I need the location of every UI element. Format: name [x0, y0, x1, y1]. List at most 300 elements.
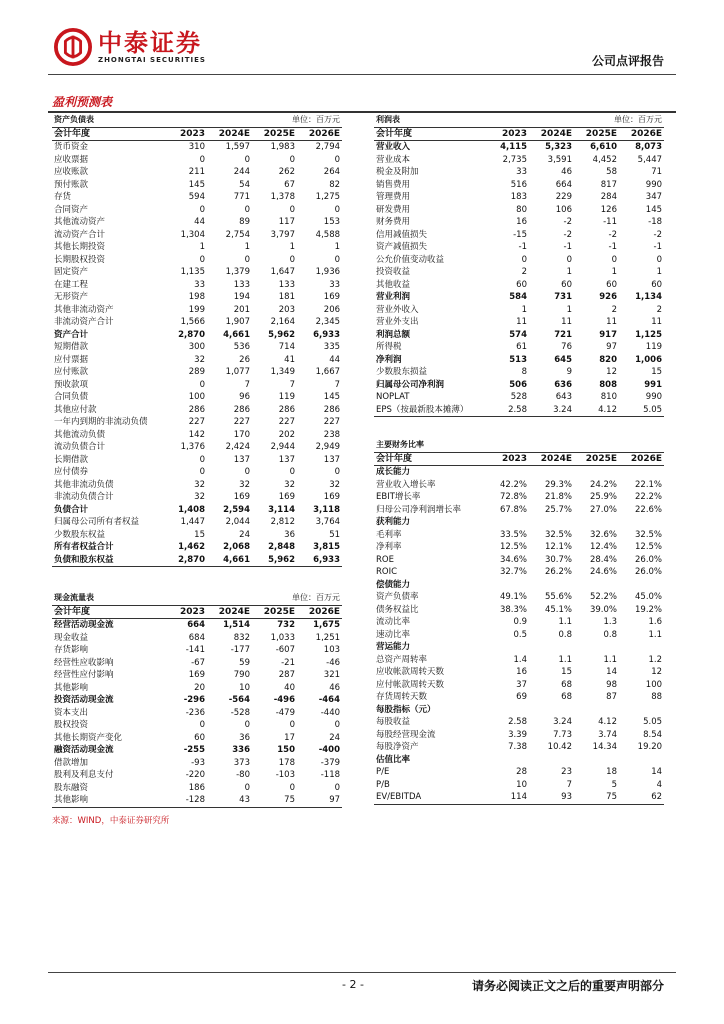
cell-value: 153 [323, 217, 341, 227]
cell-value: 3.24 [553, 717, 572, 727]
table-row [52, 504, 342, 517]
cell-value: 0 [244, 154, 250, 165]
cell-value: 52.2% [589, 592, 617, 602]
table-row [374, 666, 664, 679]
row-label: 营业收入 [376, 142, 411, 152]
cell-value: 790 [233, 670, 250, 680]
row-label: 经营性应收影响 [54, 657, 114, 668]
cell-value: 0 [244, 204, 250, 215]
row-label: 利润总额 [376, 329, 411, 340]
column-header-year: 2026E [297, 605, 342, 619]
table-row [374, 191, 664, 204]
cell-value: 68 [561, 692, 572, 702]
cell-value: 40 [284, 682, 295, 693]
cell-value: 286 [233, 404, 250, 415]
cell-value: 714 [278, 342, 295, 352]
cell-value: 36 [284, 529, 295, 540]
cell-value: 12.5% [499, 542, 527, 552]
row-label: 总资产周转率 [376, 654, 428, 665]
cell-value: 5.05 [619, 404, 664, 417]
table-row [374, 141, 664, 154]
table-row [374, 316, 664, 329]
table-row [374, 554, 664, 567]
cell-value: -607 [275, 645, 295, 655]
cell-value: 80 [516, 204, 527, 215]
table-row [52, 366, 342, 379]
source-note: 来源：WIND，中泰证券研究所 [52, 816, 170, 826]
cell-value: -15 [513, 229, 527, 240]
cell-value: 14.34 [592, 742, 617, 752]
cell-value: 12.1% [544, 542, 572, 552]
table-unit: 单位：百万元 [207, 592, 342, 605]
table-row [374, 766, 664, 779]
cell-value: 25.9% [589, 492, 617, 502]
cell-value: 2,848 [268, 542, 295, 552]
table-row [52, 516, 342, 529]
cell-value: 33 [516, 167, 527, 177]
column-header-year: 2025E [252, 127, 297, 141]
cell-value: 808 [599, 379, 617, 390]
cell-value: 23 [561, 767, 572, 777]
cell-value: -118 [320, 770, 341, 780]
cell-value: 1,907 [225, 317, 250, 327]
cell-value: 2 [521, 267, 527, 277]
cell-value: 202 [278, 429, 295, 440]
table-row [374, 179, 664, 192]
cell-value: 2 [611, 304, 617, 315]
cell-value [574, 704, 619, 717]
cell-value: 1,514 [223, 620, 250, 630]
cell-value: 336 [232, 745, 250, 755]
table-row [374, 154, 664, 167]
table-row [52, 179, 342, 192]
cell-value [484, 704, 529, 717]
table-row [52, 454, 342, 467]
table-row [374, 516, 664, 529]
cell-value: 72.8% [499, 492, 527, 502]
table-row [374, 791, 664, 804]
cell-value: 3,797 [270, 229, 295, 240]
cell-value: 286 [323, 404, 341, 415]
cell-value: -2 [563, 217, 572, 227]
cell-value: 60 [606, 279, 617, 290]
column-header-year: 2026E [297, 127, 342, 141]
cell-value: 119 [645, 342, 663, 352]
row-label: 投资收益 [376, 267, 411, 277]
table-row [52, 694, 342, 707]
cell-value: -496 [273, 695, 295, 705]
cell-value: 1 [656, 267, 663, 277]
table-row [52, 794, 342, 807]
cell-value: -141 [185, 645, 205, 655]
table-title: 资产负债表 [52, 114, 207, 127]
cell-value: 41 [284, 354, 295, 365]
cell-value: 88 [651, 692, 663, 702]
row-label: 股权投资 [54, 720, 89, 730]
cell-value: 2,424 [225, 442, 250, 452]
table-row [52, 254, 342, 267]
cell-value: -2 [608, 229, 617, 240]
cell-value: 1.4 [513, 654, 527, 665]
cell-value: 574 [509, 329, 527, 340]
cell-value: 1,447 [180, 517, 205, 527]
table-row [374, 266, 664, 279]
row-label: 应收票据 [54, 154, 89, 165]
table-row [374, 166, 664, 179]
row-label: 营业外收入 [376, 304, 419, 315]
row-label: 其他长期投资 [54, 242, 106, 252]
income-statement-table [374, 114, 664, 417]
table-row [52, 466, 342, 479]
table-row [374, 579, 664, 592]
cell-value: -46 [326, 657, 341, 668]
column-header-year: 2023 [162, 605, 207, 619]
cell-value: -67 [191, 657, 205, 668]
row-label: 股利及利息支付 [54, 770, 114, 780]
cell-value: 335 [323, 342, 341, 352]
cell-value: 181 [278, 292, 295, 302]
table-row [52, 279, 342, 292]
cell-value: -103 [275, 770, 295, 780]
table-row [374, 291, 664, 304]
cell-value: 100 [188, 392, 205, 402]
table-title-row [374, 439, 664, 452]
cell-value: -80 [236, 770, 250, 780]
row-label: 其他流动资产 [54, 217, 106, 227]
row-label: 资本支出 [54, 707, 89, 718]
row-label: 其他长期资产变化 [54, 732, 123, 743]
row-label: 合同负债 [54, 392, 89, 402]
table-row [52, 291, 342, 304]
row-label: EBIT增长率 [376, 492, 421, 502]
cell-value: -296 [183, 695, 205, 705]
cell-value: 44 [194, 217, 205, 227]
table-row [52, 229, 342, 242]
cell-value: 1,566 [180, 317, 205, 327]
cell-value: 11 [606, 317, 617, 327]
cell-value: 20 [194, 682, 205, 693]
cell-value: 68 [561, 679, 572, 690]
cell-value: 2,735 [502, 154, 527, 165]
table-unit [529, 439, 664, 452]
cell-value: 32.6% [589, 529, 617, 540]
row-label: 营业外支出 [376, 317, 419, 327]
row-label: 固定资产 [54, 267, 89, 277]
table-row [374, 754, 664, 767]
cell-value: 87 [606, 692, 617, 702]
row-label: 融资活动现金流 [54, 745, 114, 755]
cell-value: 27.0% [589, 504, 617, 515]
cell-value: 991 [644, 379, 663, 390]
cell-value: 45.0% [635, 592, 663, 602]
cell-value: 2,794 [315, 142, 341, 152]
cell-value: 8,073 [635, 142, 663, 152]
column-header-year: 2026E [619, 127, 664, 141]
row-label: 投资活动现金流 [54, 695, 114, 705]
cell-value: 12.5% [635, 542, 663, 552]
row-label: 资产减值损失 [376, 242, 428, 252]
cell-value: -464 [318, 695, 341, 705]
row-label: EPS（按最新股本摊薄） [374, 404, 484, 417]
row-label: 应收账款 [54, 167, 89, 177]
cell-value: 0.5 [513, 629, 527, 640]
row-label: 归属母公司净利润 [376, 379, 445, 390]
row-label: 合同资产 [54, 204, 89, 215]
cell-value: 211 [188, 167, 205, 177]
row-label: 成长能力 [376, 467, 411, 477]
cell-value: 2,164 [270, 317, 295, 327]
cell-value: 2,944 [270, 442, 295, 452]
cell-value: 60 [516, 279, 527, 290]
table-row [52, 141, 342, 154]
table-title-row [374, 114, 664, 127]
cell-value: 7.73 [553, 729, 572, 740]
logo-chinese-name: 中泰证券 [98, 28, 202, 57]
column-header-year: 2024E [529, 127, 574, 141]
cell-value: 11 [516, 317, 527, 327]
cell-value: 36 [239, 732, 250, 743]
cell-value: 1,675 [313, 620, 341, 630]
table-header-row [52, 605, 342, 619]
table-row [374, 541, 664, 554]
table-title: 利润表 [374, 114, 529, 127]
cell-value: 321 [323, 670, 341, 680]
cell-value: 93 [529, 791, 574, 804]
row-label: P/E [376, 767, 390, 777]
cell-value: 536 [233, 342, 250, 352]
cell-value: 0 [244, 254, 250, 265]
cell-value: -220 [185, 770, 205, 780]
table-row [374, 504, 664, 517]
cell-value: 0 [199, 379, 205, 390]
cell-value: 32.5% [635, 529, 663, 540]
cell-value: 62 [619, 791, 664, 804]
cell-value: -18 [648, 217, 663, 227]
cell-value: 22.6% [635, 504, 663, 515]
cell-value: 1,378 [270, 192, 295, 202]
row-label: 偿债能力 [376, 579, 411, 590]
table-row [52, 669, 342, 682]
row-label: 非流动负债合计 [54, 492, 114, 502]
cell-value: 4,115 [500, 142, 527, 152]
cell-value: 10.42 [547, 742, 572, 752]
cell-value: 1,304 [180, 229, 205, 240]
cell-value: -236 [185, 707, 205, 718]
cell-value: 0 [289, 782, 295, 793]
cell-value: 3,815 [313, 542, 341, 552]
cell-value: 0 [199, 254, 205, 265]
cell-value [574, 579, 619, 592]
cell-value: 14 [606, 667, 617, 677]
cell-value: 5,962 [268, 329, 295, 340]
cell-value: 145 [188, 179, 205, 190]
cell-value: 11 [651, 317, 663, 327]
cell-value: 0 [199, 720, 205, 730]
cell-value: 12 [651, 667, 663, 677]
table-row [52, 429, 342, 442]
table-row [374, 616, 664, 629]
table-row [374, 779, 664, 792]
cell-value: 0 [334, 720, 341, 730]
cell-value: 1 [566, 304, 572, 315]
row-label: 应付账款 [54, 367, 89, 377]
table-row [374, 529, 664, 542]
cell-value: 684 [188, 632, 205, 643]
balance-sheet-table [52, 114, 342, 567]
column-header-year: 2024E [529, 452, 574, 466]
cell-value: 0 [244, 467, 250, 477]
cell-value [484, 579, 529, 592]
table-row [52, 529, 342, 542]
table-row [374, 204, 664, 217]
cell-value: 45.1% [544, 604, 572, 615]
cell-value: -177 [230, 645, 250, 655]
row-label: 非流动资产合计 [54, 317, 114, 327]
table-title: 现金流量表 [52, 592, 207, 605]
table-row [52, 644, 342, 657]
cell-value: 0 [289, 154, 295, 165]
cell-value: 60 [651, 279, 663, 290]
cell-value: 528 [510, 392, 527, 402]
cell-value [529, 641, 574, 654]
column-header-label: 会计年度 [374, 127, 484, 141]
table-row [52, 391, 342, 404]
cell-value: 0 [521, 254, 527, 265]
cell-value: 771 [233, 192, 250, 202]
cell-value: 645 [554, 354, 572, 365]
cell-value: 4 [656, 779, 663, 790]
cell-value: 1,647 [270, 267, 295, 277]
cell-value: 12 [606, 367, 617, 377]
zhongtai-logo-icon [54, 28, 92, 66]
row-label: 流动负债合计 [54, 442, 106, 452]
cell-value: 7 [289, 379, 295, 390]
cell-value: -528 [230, 707, 250, 718]
cell-value: 990 [645, 179, 663, 190]
row-label: 其他影响 [54, 682, 89, 693]
cell-value: 145 [645, 204, 663, 215]
cell-value: 46 [329, 682, 341, 693]
cell-value: 347 [645, 192, 663, 202]
row-label: 营业收入增长率 [376, 479, 436, 490]
cell-value: 25.7% [544, 504, 572, 515]
table-row [52, 416, 342, 429]
cell-value: 34.6% [499, 554, 527, 565]
cell-value: 6,933 [313, 329, 341, 340]
cell-value: 75 [574, 791, 619, 804]
cell-value: 1,275 [315, 192, 341, 202]
row-label: ROE [376, 554, 394, 565]
cell-value [529, 466, 574, 479]
cell-value: 10 [239, 682, 250, 693]
cell-value [574, 754, 619, 767]
cell-value: 1.6 [648, 617, 663, 627]
table-row [374, 241, 664, 254]
table-row [374, 566, 664, 579]
table-row [52, 216, 342, 229]
report-type-label: 公司点评报告 [591, 54, 664, 68]
cell-value: 1.2 [648, 654, 663, 665]
cash-flow-table [52, 592, 342, 808]
cell-value: 2,870 [162, 554, 207, 567]
table-header-row [374, 127, 664, 141]
row-label: 其他非流动负债 [54, 479, 114, 490]
cell-value: 4,661 [207, 554, 252, 567]
table-row [374, 404, 664, 417]
row-label: 归母公司净利润增长率 [376, 504, 462, 515]
table-title-row [52, 592, 342, 605]
logo-english-name: ZHONGTAI SECURITIES [98, 55, 206, 64]
row-label: 一年内到期的非流动负债 [54, 417, 148, 427]
cell-value: 2,345 [315, 317, 341, 327]
row-label: 其他收益 [376, 279, 411, 290]
cell-value: 178 [278, 757, 295, 768]
cell-value: 926 [599, 292, 617, 302]
cell-value [619, 704, 664, 717]
cell-value: 516 [510, 179, 527, 190]
cell-value: 12.4% [589, 542, 617, 552]
table-row [374, 704, 664, 717]
cell-value [484, 641, 529, 654]
cell-value: -479 [275, 707, 295, 718]
cell-value: 100 [645, 679, 663, 690]
cell-value: 33 [329, 279, 341, 290]
row-label: 负债和股东权益 [52, 554, 162, 567]
table-unit: 单位：百万元 [207, 114, 342, 127]
cell-value: 169 [278, 492, 295, 502]
table-row [374, 229, 664, 242]
cell-value: 198 [188, 292, 205, 302]
cell-value: 61 [516, 342, 527, 352]
cell-value: 2,068 [223, 542, 250, 552]
cell-value: 119 [278, 392, 295, 402]
cell-value: 17 [284, 732, 295, 743]
cell-value: 664 [555, 179, 572, 190]
table-row [374, 691, 664, 704]
cell-value: 206 [323, 304, 341, 315]
cell-value: 117 [278, 217, 295, 227]
table-row [52, 619, 342, 632]
cell-value: 0 [334, 467, 341, 477]
cell-value [619, 516, 664, 529]
cell-value: 32 [239, 479, 250, 490]
row-label: 获利能力 [376, 517, 411, 527]
row-label: 税金及附加 [376, 167, 419, 177]
row-label: 每股指标（元） [376, 704, 436, 715]
row-label: 其他流动负债 [54, 429, 106, 440]
table-row [374, 654, 664, 667]
cell-value: 75 [252, 794, 297, 807]
table-row [374, 716, 664, 729]
cell-value: 732 [277, 620, 295, 630]
cell-value: 2,044 [225, 517, 250, 527]
table-row [374, 604, 664, 617]
cell-value: 1,251 [315, 632, 341, 643]
cell-value: 22.2% [635, 492, 663, 502]
cell-value: 32.7% [499, 567, 527, 577]
cell-value: 194 [233, 292, 250, 302]
row-label: ROIC [376, 567, 398, 577]
row-label: 预收款项 [54, 379, 89, 390]
table-row [52, 732, 342, 745]
cell-value: 96 [239, 392, 250, 402]
cell-value: -1 [518, 242, 527, 252]
cell-value: 106 [555, 204, 572, 215]
table-row [374, 679, 664, 692]
row-label: 每股净资产 [376, 742, 419, 752]
row-label: 营业利润 [376, 292, 411, 302]
cell-value: 203 [278, 304, 295, 315]
